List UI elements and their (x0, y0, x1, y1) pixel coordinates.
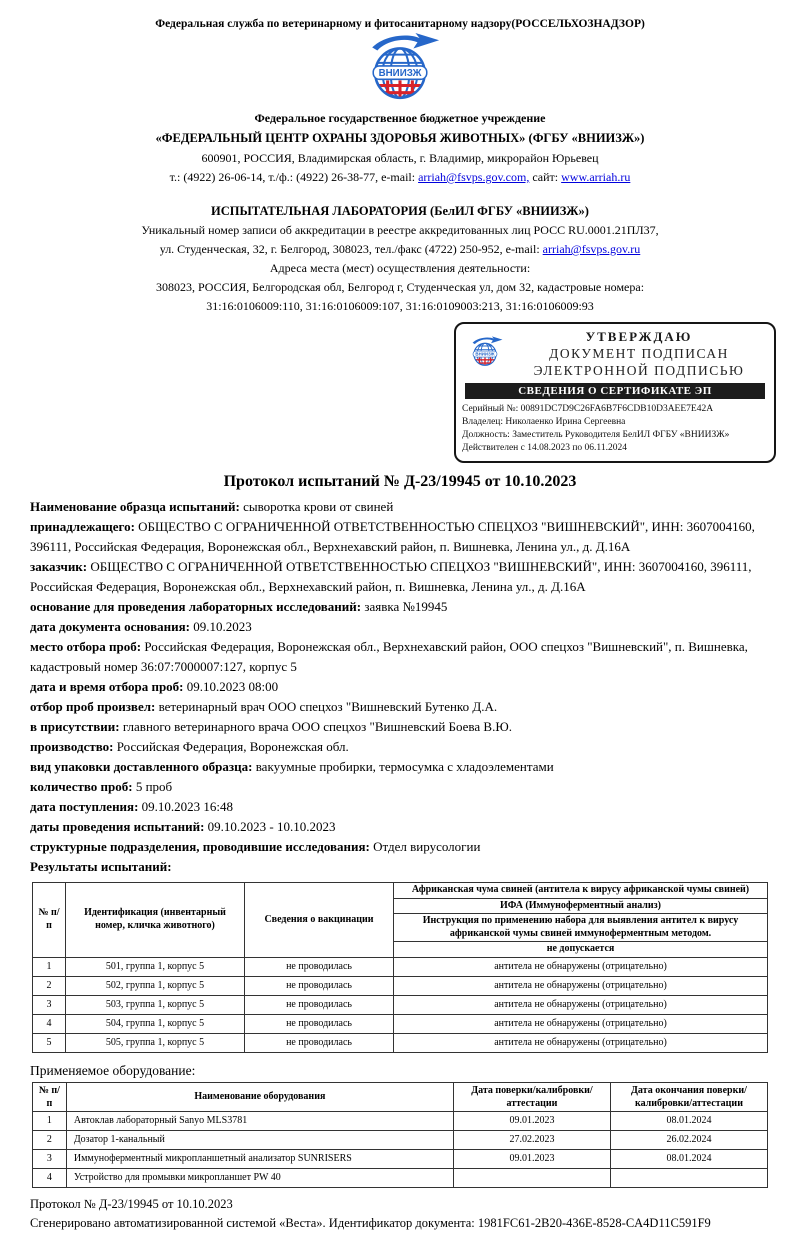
eq-col-num: № п/п (33, 1082, 67, 1111)
field-sample-name: Наименование образца испытаний: сыворотка крови от свиней (30, 499, 394, 514)
org-name: «ФЕДЕРАЛЬНЫЙ ЦЕНТР ОХРАНЫ ЗДОРОВЬЯ ЖИВОТНЫХ» (ФГБУ «ВНИИЗЖ») (155, 131, 645, 145)
agency-header: Федеральная служба по ветеринарному и фитосанитарному надзору(РОССЕЛЬХОЗНАДЗОР) (155, 18, 645, 30)
table-row: 4 504, группа 1, корпус 5 не проводилась антитела не обнаружены (отрицательно) (33, 1014, 768, 1033)
field-sample-count: количество проб: 5 проб (30, 779, 173, 794)
table-row: 2 Дозатор 1-канальный 27.02.2023 26.02.2024 (33, 1130, 768, 1149)
eq-col-end: Дата окончания поверки/калибровки/аттестации (610, 1082, 767, 1111)
col-disease: Африканская чума свиней (антитела к вирусу африканской чумы свиней) (394, 883, 768, 899)
results-label: Результаты испытаний: (30, 859, 172, 874)
logo-text: ВНИИЗЖ (378, 68, 422, 80)
cert-validity: Действителен с 14.08.2023 по 06.11.2024 (462, 443, 627, 453)
field-packaging: вид упаковки доставленного образца: вакуумные пробирки, термосумка с хладоэлементами (30, 759, 554, 774)
globe-logo-small-icon (462, 336, 508, 368)
col-num: № п/п (33, 883, 66, 958)
org-type: Федеральное государственное бюджетное учреждение (254, 111, 546, 125)
col-method: ИФА (Иммуноферментный анализ) (394, 898, 768, 914)
footer-protocol-number: Протокол № Д-23/19945 от 10.10.2023 (30, 1196, 233, 1211)
protocol-fields (30, 497, 770, 877)
table-row: 1 Автоклав лабораторный Sanyo MLS3781 09.01.2023 08.01.2024 (33, 1111, 768, 1130)
activity-address: 308023, РОССИЯ, Белгородская обл, Белгород г, Студенческая ул, дом 32, кадастровые номера: (155, 280, 645, 294)
vniizh-logo-icon (348, 33, 452, 108)
col-instruction: Инструкция по применению набора для выявления антител к вирусу африканской чумы свиней иммуноферментным методом. (394, 914, 768, 942)
field-departments: структурные подразделения, проводившие исследования: Отдел вирусологии (30, 839, 481, 854)
approve-label: УТВЕРЖДАЮ (585, 329, 693, 344)
field-customer: заказчик: ОБЩЕСТВО С ОГРАНИЧЕННОЙ ОТВЕТСТВЕННОСТЬЮ СПЕЦХОЗ "ВИШНЕВСКИЙ", ИНН: 3607004160, 396111, Российская Федерация, Воронежская обл., Верхнехавский район, п. Вишневка, Ленина ул., д. Д.16А (30, 559, 752, 594)
table-row: 3 503, группа 1, корпус 5 не проводилась антитела не обнаружены (отрицательно) (33, 995, 768, 1014)
contact-prefix: т.: (4922) 26-06-14, т./ф.: (4922) 26-38-77, e-mail: (169, 170, 416, 184)
results-table (32, 882, 768, 1053)
document-footer (30, 1195, 770, 1233)
globe-logo-icon (348, 33, 452, 103)
lab-address (0, 240, 800, 259)
field-basis-date: дата документа основания: 09.10.2023 (30, 619, 252, 634)
org-address: 600901, РОССИЯ, Владимирская область, г. Владимир, микрорайон Юрьевец (201, 151, 599, 165)
activity-title: Адреса места (мест) осуществления деятельности: (269, 261, 531, 275)
signed-line2: ЭЛЕКТРОННОЙ ПОДПИСЬЮ (533, 363, 745, 378)
col-norm: не допускается (394, 942, 768, 958)
lab-address-prefix: ул. Студенческая, 32, г. Белгород, 308023, тел./факс (4722) 250-952, e-mail: (159, 242, 540, 256)
stamp-logo-text: ВНИИЗЖ (475, 351, 495, 357)
lab-email-link[interactable]: arriah@fsvps.gov.ru (542, 242, 641, 256)
lab-name: ИСПЫТАТЕЛЬНАЯ ЛАБОРАТОРИЯ (БелИЛ ФГБУ «ВНИИЗЖ») (211, 204, 589, 218)
field-basis: основание для проведения лабораторных исследований: заявка №19945 (30, 599, 448, 614)
table-row: 3 Иммуноферментный микропланшетный анализатор SUNRISERS 09.01.2023 08.01.2024 (33, 1149, 768, 1168)
footer-generated-by: Сгенерировано автоматизированной системой «Веста». Идентификатор документа: 1981FC61-2B20-436E-8528-CA4D11C591F9 (30, 1215, 711, 1230)
field-witness: в присутствии: главного ветеринарного врача ООО спецхоз "Вишневский Боева В.Ю. (30, 719, 512, 734)
table-row: 2 502, группа 1, корпус 5 не проводилась антитела не обнаружены (отрицательно) (33, 976, 768, 995)
table-row: 4 Устройство для промывки микропланшет PW 40 (33, 1168, 768, 1187)
eq-col-date: Дата поверки/калибровки/аттестации (453, 1082, 610, 1111)
signed-line1: ДОКУМЕНТ ПОДПИСАН (549, 346, 729, 361)
cadastral-numbers: 31:16:0106009:110, 31:16:0106009:107, 31:16:0109003:213, 31:16:0106009:93 (206, 299, 594, 313)
equipment-heading: Применяемое оборудование: (30, 1062, 196, 1078)
field-sampled-by: отбор проб произвел: ветеринарный врач ООО спецхоз "Вишневский Бутенко Д.А. (30, 699, 498, 714)
document-title: Протокол испытаний № Д-23/19945 от 10.10.2023 (223, 473, 577, 490)
site-label: сайт: (532, 170, 559, 184)
cert-owner: Владелец: Николаенко Ирина Сергеевна (462, 417, 626, 427)
certificate-bar: СВЕДЕНИЯ О СЕРТИФИКАТЕ ЭП (465, 383, 765, 399)
cert-position: Должность: Заместитель Руководителя БелИЛ ФГБУ «ВНИИЗЖ» (462, 430, 730, 440)
signature-stamp-row (0, 322, 800, 463)
table-row: 5 505, группа 1, корпус 5 не проводилась антитела не обнаружены (отрицательно) (33, 1033, 768, 1052)
field-production: производство: Российская Федерация, Воронежская обл. (30, 739, 349, 754)
col-vaccination: Сведения о вакцинации (245, 883, 394, 958)
digital-signature-stamp (454, 322, 776, 463)
field-owner: принадлежащего: ОБЩЕСТВО С ОГРАНИЧЕННОЙ ОТВЕТСТВЕННОСТЬЮ СПЕЦХОЗ "ВИШНЕВСКИЙ", ИНН: 3607004160, 396111, Российская Федерация, Воронежская обл., Верхнехавский район, п. Вишневка, Ленина ул., д. Д.16А (30, 519, 755, 554)
cert-serial: Серийный №: 00891DC7D9C26FA6B7F6CDB10D3AEE7E42A (462, 404, 714, 414)
equipment-table (32, 1082, 768, 1188)
table-row: 1 501, группа 1, корпус 5 не проводилась антитела не обнаружены (отрицательно) (33, 957, 768, 976)
org-contacts (0, 168, 800, 187)
lab-accreditation: Уникальный номер записи об аккредитации в реестре аккредитованных лиц РОСС RU.0001.21ПЛ37, (141, 223, 659, 237)
field-receipt-date: дата поступления: 09.10.2023 16:48 (30, 799, 234, 814)
email-link[interactable]: arriah@fsvps.gov.com, (418, 170, 530, 184)
stamp-logo-icon (462, 336, 510, 373)
field-test-dates: даты проведения испытаний: 09.10.2023 - 10.10.2023 (30, 819, 336, 834)
eq-col-name: Наименование оборудования (66, 1082, 453, 1111)
col-identification: Идентификация (инвентарный номер, кличка животного) (66, 883, 245, 958)
field-sampling-place: место отбора проб: Российская Федерация, Воронежская обл., Верхнехавский район, ООО спецхоз "Вишневский", п. Вишневка, кадастровый номер 36:07:7000007:127, корпус 5 (30, 639, 748, 674)
field-sampling-datetime: дата и время отбора проб: 09.10.2023 08:00 (30, 679, 279, 694)
site-link[interactable]: www.arriah.ru (561, 170, 631, 184)
